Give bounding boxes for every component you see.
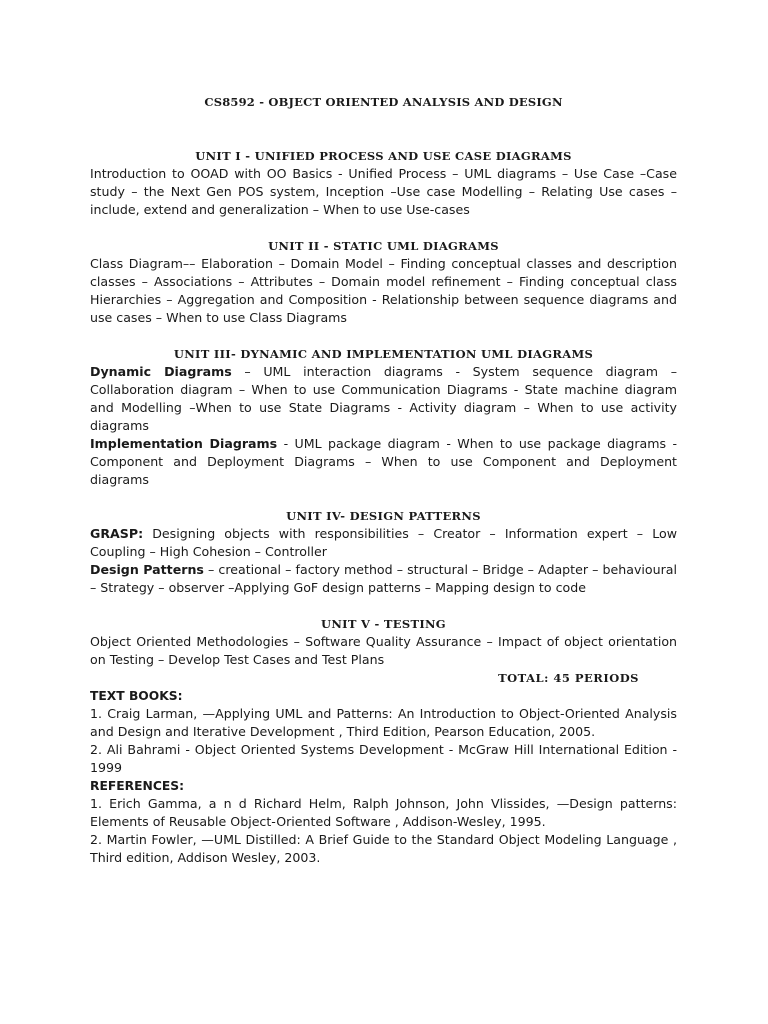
unit-5-section xyxy=(90,615,677,687)
reference-item: 2. Martin Fowler, —UML Distilled: A Brief Guide to the Standard Object Modeling Language , Third edition, Addison Wesley, 2003. xyxy=(90,832,677,865)
implementation-diagrams-text: - UML package diagram - When to use package diagrams - Component and Deployment Diagrams – When to use Component and Deployment diagrams xyxy=(90,436,678,487)
unit-2-section xyxy=(90,237,677,327)
dynamic-diagrams-text: – UML interaction diagrams - System sequence diagram – Collaboration diagram – When to use Communication Diagrams - State machine diagram and Modelling –When to use State Diagrams - Activity diagram – When to use activity diagrams xyxy=(90,364,678,433)
grasp-label: GRASP: xyxy=(90,526,144,541)
dynamic-diagrams-label: Dynamic Diagrams xyxy=(90,364,232,379)
grasp-text: Designing objects with responsibilities – Creator – Information expert – Low Coupling – High Cohesion – Controller xyxy=(90,526,677,559)
unit-1-heading: UNIT I - UNIFIED PROCESS AND USE CASE DIAGRAMS xyxy=(195,149,572,163)
unit-3-heading: UNIT III- DYNAMIC AND IMPLEMENTATION UML DIAGRAMS xyxy=(173,347,594,361)
design-patterns-paragraph xyxy=(90,561,677,597)
unit-5-heading: UNIT V - TESTING xyxy=(321,617,446,631)
unit-5-text: Object Oriented Methodologies – Software Quality Assurance – Impact of object orientation on Testing – Develop Test Cases and Test Plans xyxy=(90,634,677,667)
unit-1-text: Introduction to OOAD with OO Basics - Unified Process – UML diagrams – Use Case –Case study – the Next Gen POS system, Inception –Use case Modelling – Relating Use cases – include, extend and generalization – When to use Use-cases xyxy=(90,166,677,217)
total-periods: TOTAL: 45 PERIODS xyxy=(498,671,639,685)
references-label: REFERENCES: xyxy=(90,779,185,793)
dynamic-diagrams-paragraph xyxy=(90,363,677,435)
design-patterns-label: Design Patterns xyxy=(90,562,204,577)
unit-4-section xyxy=(90,507,677,597)
unit-2-heading: UNIT II - STATIC UML DIAGRAMS xyxy=(268,239,499,253)
implementation-diagrams-paragraph xyxy=(90,435,677,489)
unit-1-section xyxy=(90,147,677,219)
text-books-section xyxy=(90,687,677,777)
grasp-paragraph xyxy=(90,525,677,561)
references-section xyxy=(90,777,677,867)
design-patterns-text: – creational – factory method – structural – Bridge – Adapter – behavioural – Strategy – observer –Applying GoF design patterns – Mapping design to code xyxy=(90,562,677,595)
text-book-item: 1. Craig Larman, —Applying UML and Patterns: An Introduction to Object-Oriented Analysis and Design and Iterative Development , Third Edition, Pearson Education, 2005. xyxy=(90,706,677,739)
unit-2-text: Class Diagram–– Elaboration – Domain Model – Finding conceptual classes and description classes – Associations – Attributes – Domain model refinement – Finding conceptual class Hierarchies – Aggregation and Composition - Relationship between sequence diagrams and use cases – When to use Class Diagrams xyxy=(90,256,677,325)
implementation-diagrams-label: Implementation Diagrams xyxy=(90,436,278,451)
reference-item: 1. Erich Gamma, a n d Richard Helm, Ralph Johnson, John Vlissides, —Design patterns: Elements of Reusable Object-Oriented Software , Addison-Wesley, 1995. xyxy=(90,796,677,829)
unit-3-section xyxy=(90,345,677,489)
text-books-label: TEXT BOOKS: xyxy=(90,689,183,703)
unit-4-heading: UNIT IV- DESIGN PATTERNS xyxy=(286,509,481,523)
document-title: CS8592 - OBJECT ORIENTED ANALYSIS AND DESIGN xyxy=(204,95,563,109)
text-book-item: 2. Ali Bahrami - Object Oriented Systems Development - McGraw Hill International Edition - 1999 xyxy=(90,742,677,775)
